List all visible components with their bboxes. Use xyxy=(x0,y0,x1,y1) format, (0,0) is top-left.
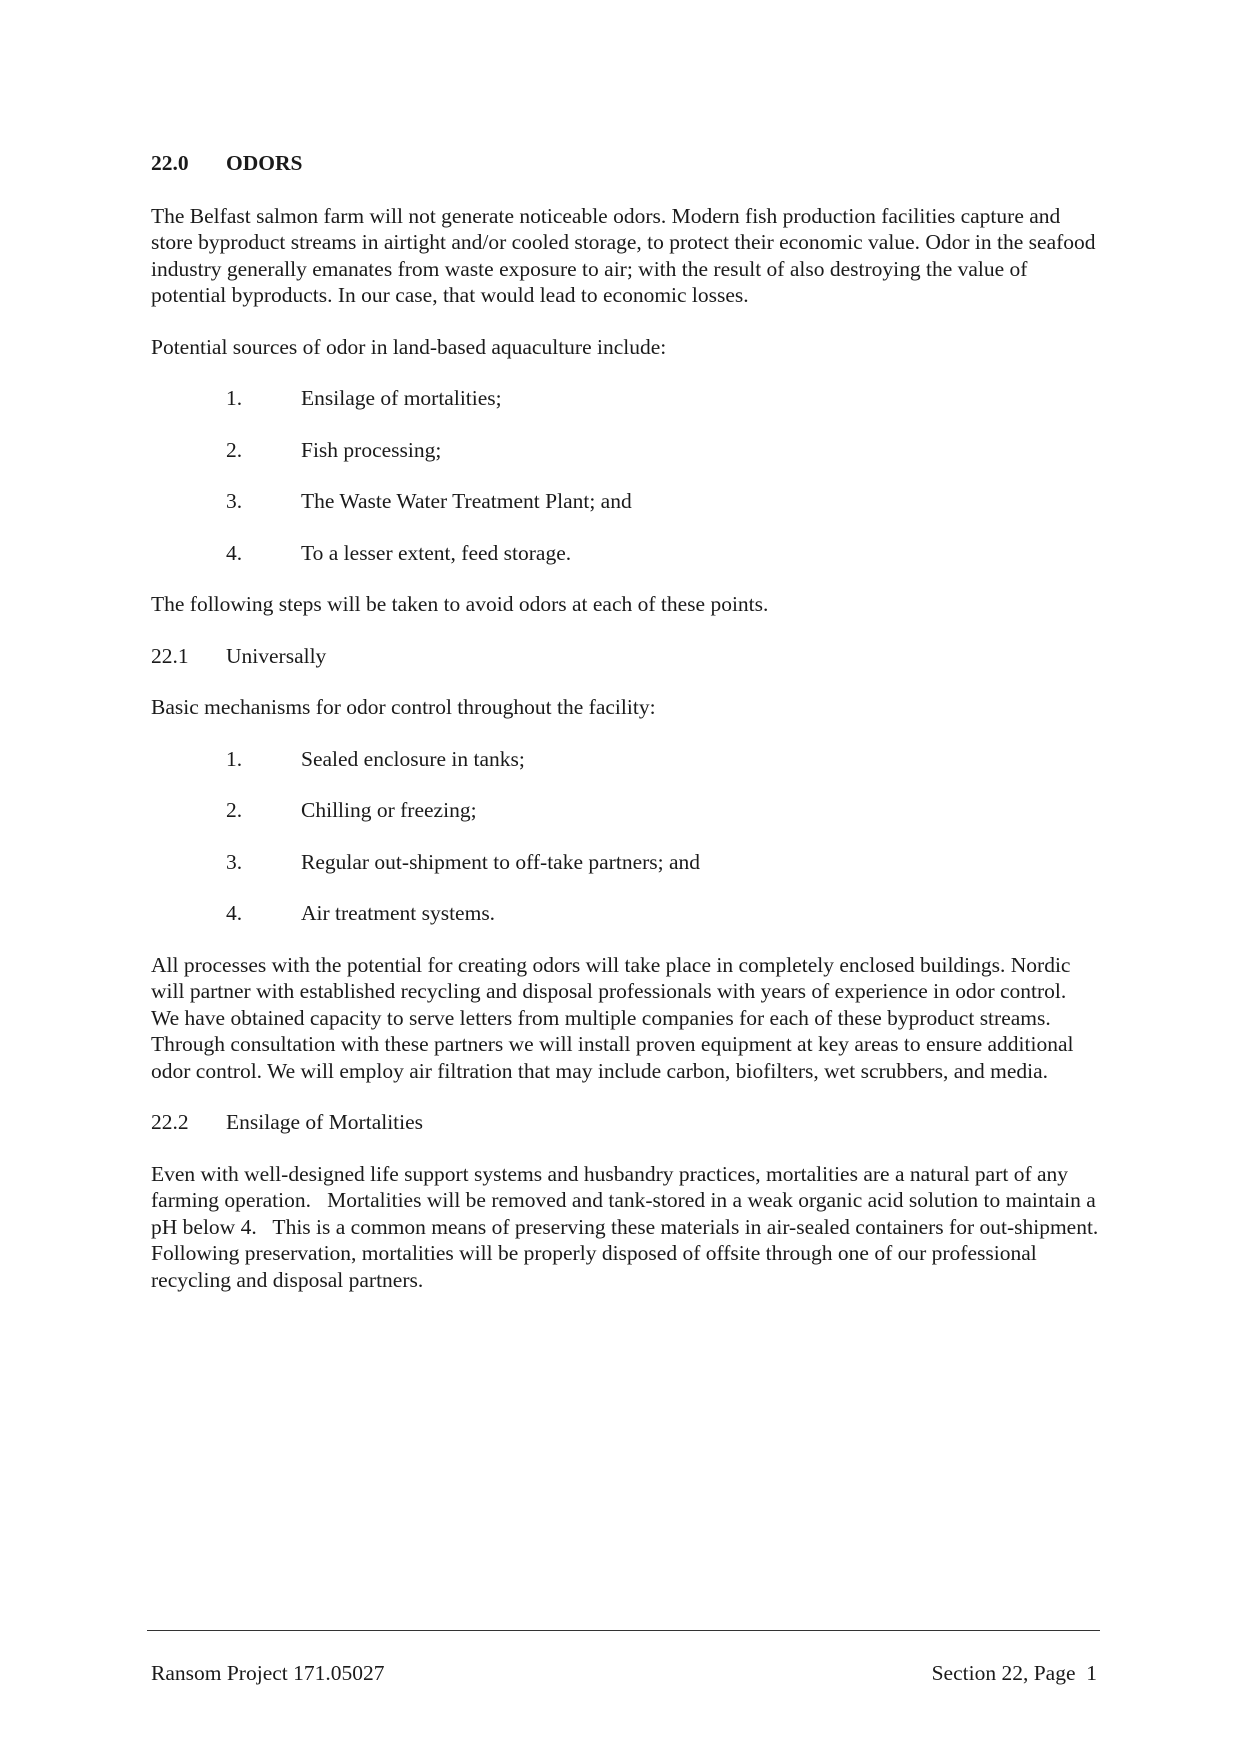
list-item-text: Air treatment systems. xyxy=(301,901,496,925)
list-item-number: 1. xyxy=(226,386,243,410)
section-heading xyxy=(151,150,1101,177)
list-item xyxy=(151,849,1101,876)
sources-list xyxy=(151,385,1101,566)
footer-page-number: Section 22, Page 1 xyxy=(931,1661,1097,1685)
steps-paragraph: The following steps will be taken to avoid odors at each of these points. xyxy=(151,592,769,616)
list-item xyxy=(151,385,1101,412)
mechanisms-intro: Basic mechanisms for odor control throughout the facility: xyxy=(151,695,656,719)
list-item-number: 4. xyxy=(226,540,243,565)
section-number: 22.0 xyxy=(151,151,189,175)
list-item xyxy=(151,437,1101,464)
footer-divider xyxy=(147,1630,1100,1631)
list-item-text: Fish processing; xyxy=(301,437,442,462)
list-item-text: The Waste Water Treatment Plant; and xyxy=(301,489,632,513)
intro-paragraph: The Belfast salmon farm will not generate noticeable odors. Modern fish production facilities capture and store byproduct streams in airtight and/or cooled storage, to protect their economic value. Odor in the seafood industry generally emanates from waste exposure to air; with the result of also destroying the value of potential byproducts. In our case, that would lead to economic losses. xyxy=(151,203,1096,307)
subsection-number: 22.2 xyxy=(151,1110,189,1134)
list-item-text: Ensilage of mortalities; xyxy=(301,386,502,410)
list-item xyxy=(151,488,1101,515)
subsection-heading-ensilage xyxy=(151,1109,1101,1136)
processes-paragraph: All processes with the potential for creating odors will take place in completely enclosed buildings. Nordic will partner with established recycling and disposal professionals with years of experience in odor control. We have obtained capacity to serve letters from multiple companies for each of these byproduct streams. Through consultation with these partners we will install proven equipment at key areas to ensure additional odor control. We will employ air filtration that may include carbon, biofilters, wet scrubbers, and media. xyxy=(151,952,1083,1083)
list-item-number: 4. xyxy=(226,901,243,925)
subsection-number: 22.1 xyxy=(151,643,189,668)
list-item-number: 3. xyxy=(226,849,243,874)
list-item-text: Sealed enclosure in tanks; xyxy=(301,746,525,771)
list-item-number: 3. xyxy=(226,489,243,513)
list-item-number: 2. xyxy=(226,798,243,822)
mechanisms-list xyxy=(151,746,1101,927)
list-item-text: Chilling or freezing; xyxy=(301,798,477,822)
list-item xyxy=(151,746,1101,773)
list-item-text: Regular out-shipment to off-take partners; and xyxy=(301,849,701,874)
list-item-text: To a lesser extent, feed storage. xyxy=(301,540,572,565)
subsection-heading-universally xyxy=(151,643,1101,670)
list-item xyxy=(151,540,1101,567)
subsection-title: Universally xyxy=(226,643,327,668)
list-item-number: 1. xyxy=(226,746,243,771)
mortalities-paragraph: Even with well-designed life support systems and husbandry practices, mortalities are a natural part of any farming operation. Mortalities will be removed and tank-stored in a weak organic acid solution to maintain a pH below 4. This is a common means of preserving these materials in air-sealed containers for out-shipment. Following preservation, mortalities will be properly disposed of offsite through one of our professional recycling and disposal partners. xyxy=(151,1161,1104,1292)
list-item xyxy=(151,797,1101,824)
subsection-title: Ensilage of Mortalities xyxy=(226,1110,424,1134)
list-item-number: 2. xyxy=(226,437,243,462)
section-title: ODORS xyxy=(226,151,303,175)
sources-intro: Potential sources of odor in land-based aquaculture include: xyxy=(151,334,667,359)
list-item xyxy=(151,900,1101,927)
document-body xyxy=(151,150,1104,1318)
footer-project-reference: Ransom Project 171.05027 xyxy=(151,1661,385,1685)
